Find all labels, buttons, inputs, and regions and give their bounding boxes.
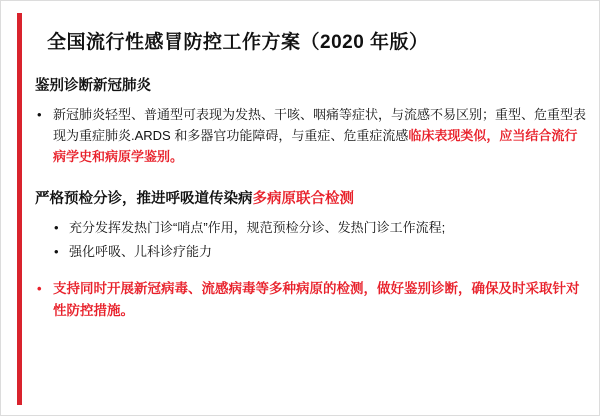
- bullet-text-highlight: 临床表现类似，应当结合流行病学史和病原学鉴别。: [53, 128, 578, 165]
- section-heading-text: 严格预检分诊，推进呼吸道传染病: [35, 191, 253, 208]
- list-item: • 支持同时开展新冠病毒、流感病毒等多种病原的检测，做好鉴别诊断，确保及时采取针对性防控措施。: [35, 278, 587, 322]
- page-title: 全国流行性感冒防控工作方案（2020 年版）: [47, 32, 429, 53]
- bullet-text-plain: 新冠肺炎轻型、普通型可表现为发热、干咳、咽痛等症状，与流感不易区别；重型、危重型表现为重症肺炎.ARDS 和多器官功能障碍，与重症、危重症流感: [53, 107, 587, 144]
- sub-bullet-list: [35, 216, 587, 264]
- section-diagnosis: [35, 76, 587, 167]
- spacer: [35, 264, 587, 270]
- section-triage: [35, 189, 587, 321]
- left-accent-bar: [17, 13, 22, 405]
- section-heading: [35, 76, 587, 96]
- section-heading-highlight: 多病原联合检测: [252, 191, 354, 208]
- list-item: • 强化呼吸、儿科诊疗能力: [35, 240, 587, 264]
- section-heading-text: 鉴别诊断新冠肺炎: [35, 78, 151, 94]
- section-heading: [35, 189, 587, 209]
- closing-bullet-list: [35, 278, 587, 322]
- bullet-list: [35, 104, 587, 167]
- list-item: [35, 104, 587, 167]
- list-item: • 充分发挥发热门诊“哨点”作用，规范预检分诊、发热门诊工作流程;: [35, 216, 587, 240]
- slide-content: [35, 13, 587, 405]
